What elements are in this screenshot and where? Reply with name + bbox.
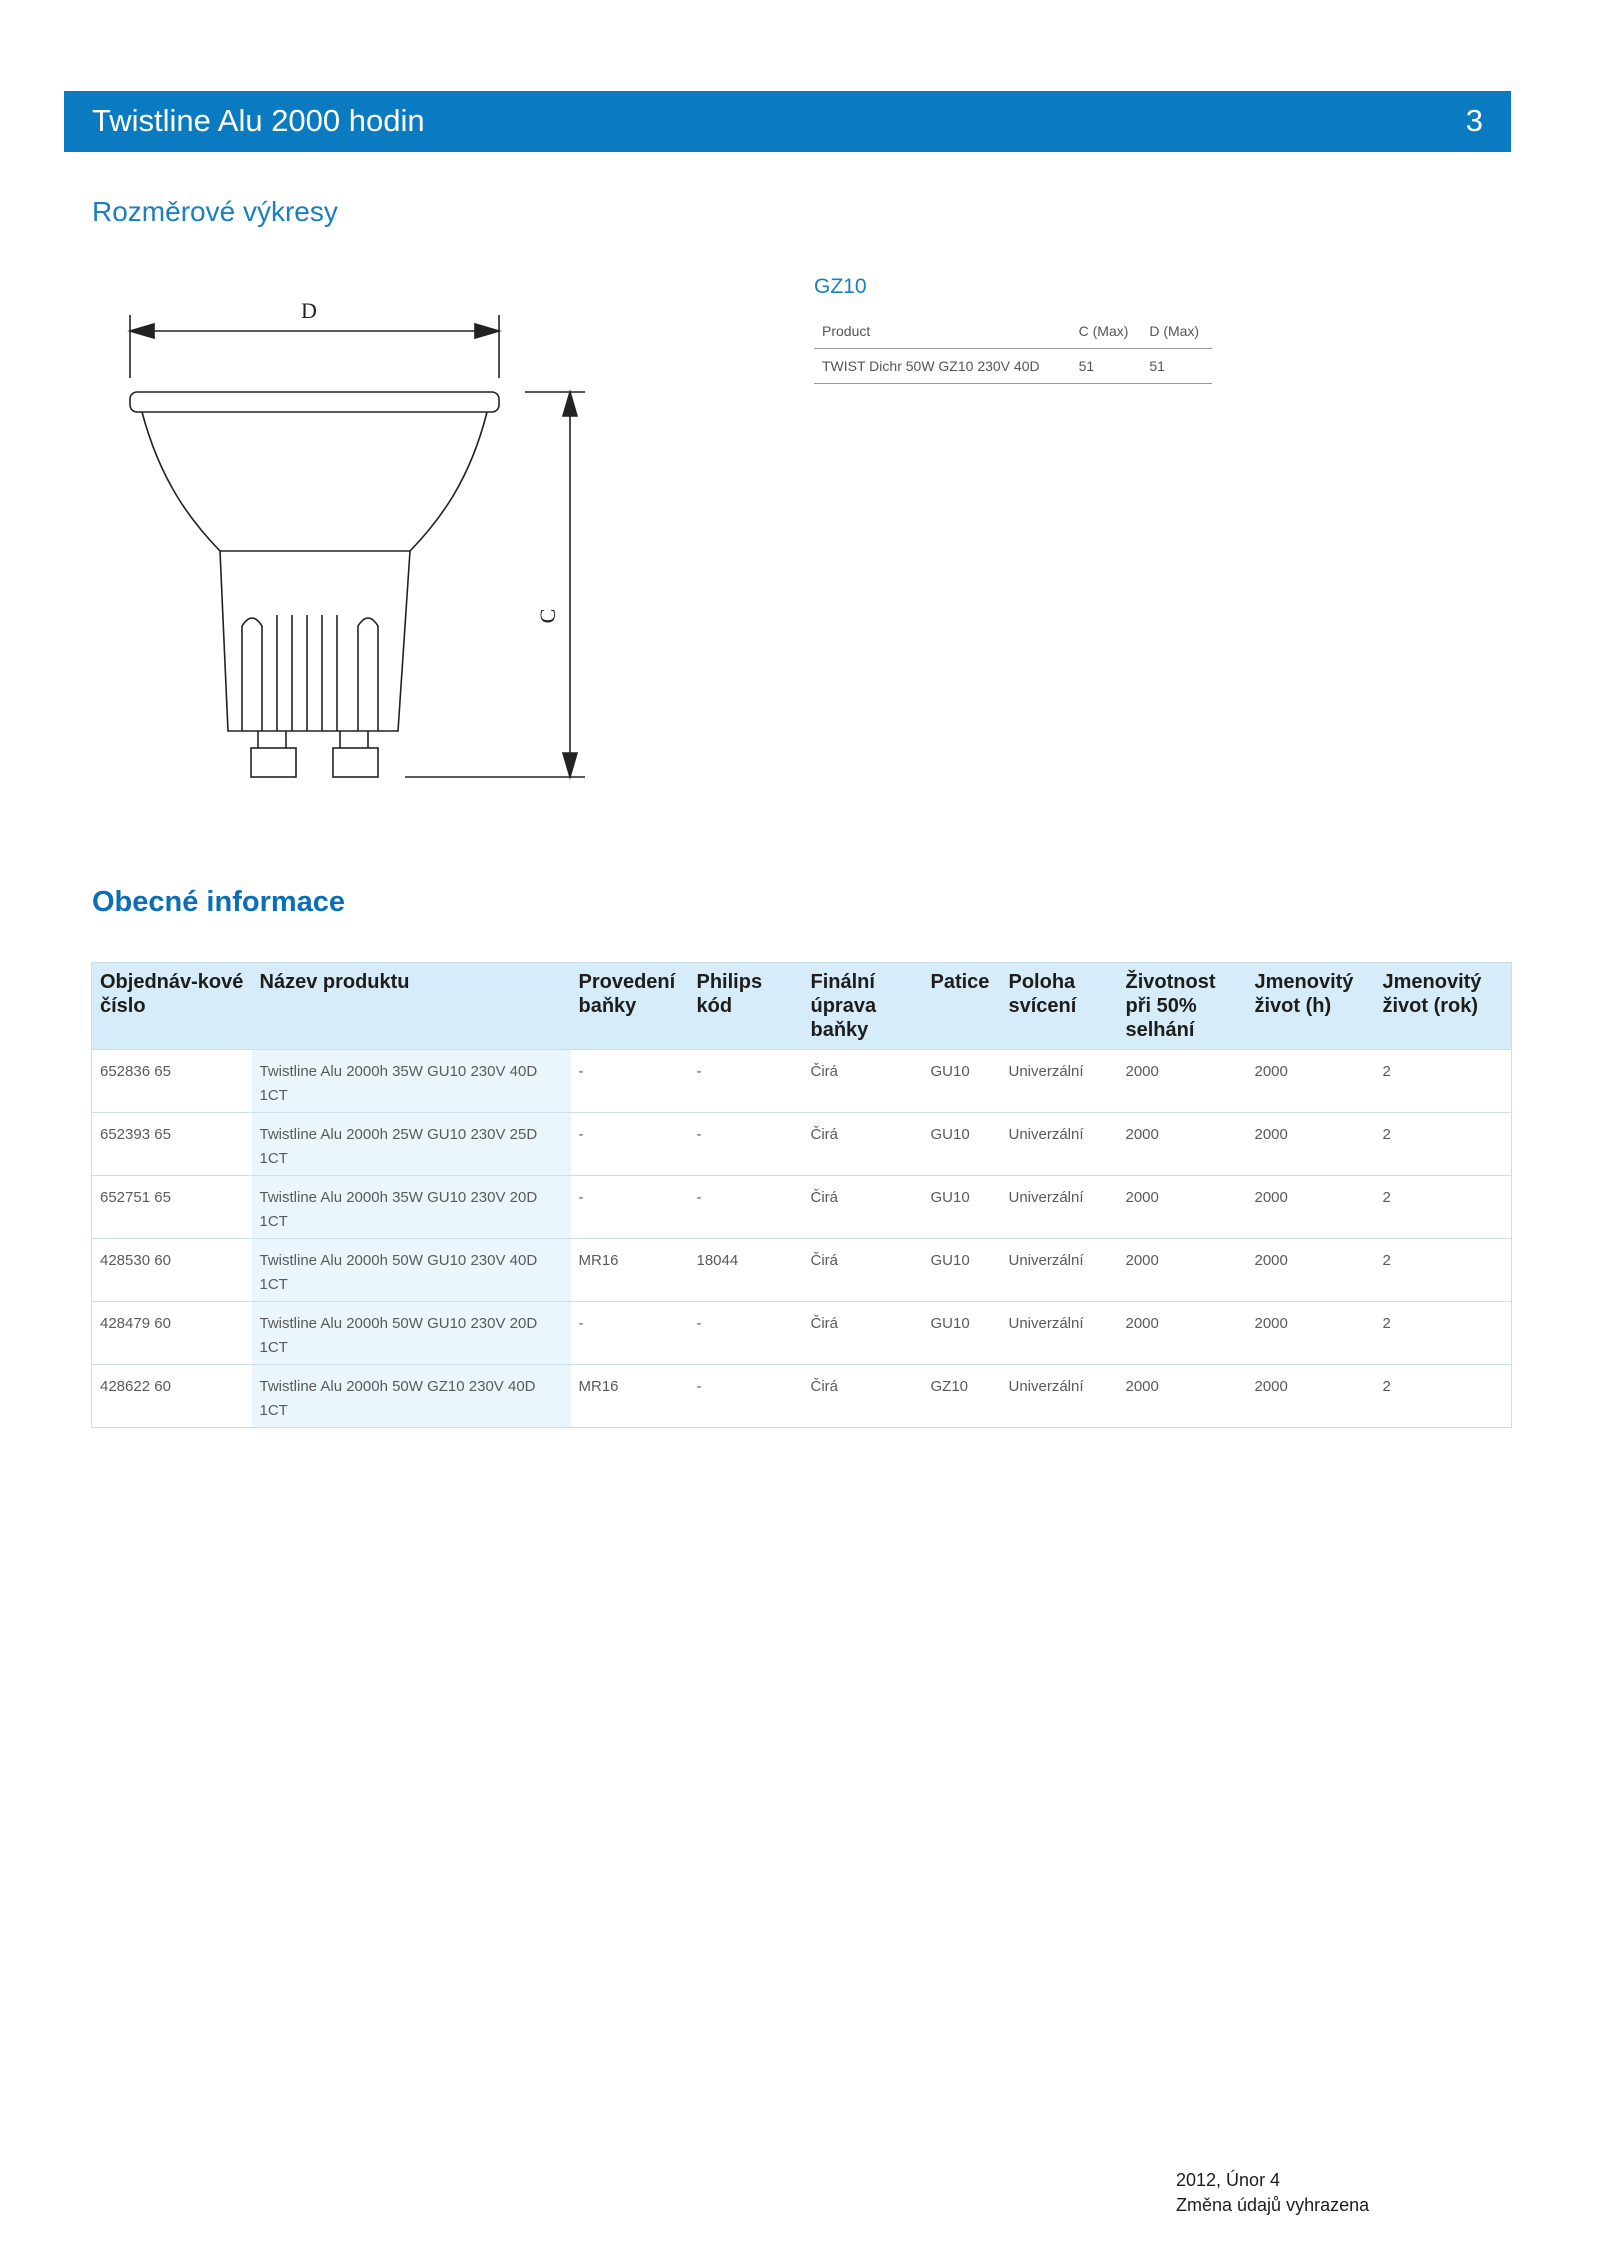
footer-note: Změna údajů vyhrazena (1176, 2195, 1370, 2215)
table-cell: Univerzální (1001, 1365, 1118, 1428)
table-header-row (92, 963, 1512, 1050)
general-info-table (91, 962, 1512, 1428)
table-cell: Čirá (803, 1239, 923, 1302)
table-cell: Twistline Alu 2000h 35W GU10 230V 20D 1CT (252, 1176, 571, 1239)
lamp-dimension-drawing (120, 290, 600, 800)
table-cell: GU10 (923, 1113, 1001, 1176)
table-row (92, 1113, 1512, 1176)
table-cell: - (571, 1302, 689, 1365)
table-row (92, 1365, 1512, 1428)
column-header: Finální úprava baňky (803, 963, 923, 1050)
table-row (92, 1176, 1512, 1239)
gz10-dimension-table (814, 314, 1212, 384)
table-row (92, 1050, 1512, 1113)
table-cell: 2000 (1247, 1176, 1375, 1239)
column-header: Objednáv-kové číslo (92, 963, 252, 1050)
table-cell: GU10 (923, 1176, 1001, 1239)
table-cell: 2000 (1118, 1176, 1247, 1239)
table-cell: - (689, 1365, 803, 1428)
table-cell: - (571, 1050, 689, 1113)
table-cell: 2 (1375, 1239, 1512, 1302)
column-header: Philips kód (689, 963, 803, 1050)
table-row (92, 1302, 1512, 1365)
column-header: Patice (923, 963, 1001, 1050)
general-info-heading: Obecné informace (92, 886, 346, 918)
table-cell: TWIST Dichr 50W GZ10 230V 40D (822, 358, 1040, 374)
table-cell: 2000 (1247, 1113, 1375, 1176)
dimension-label-d: D (301, 298, 317, 323)
table-cell: GU10 (923, 1239, 1001, 1302)
table-cell: - (571, 1176, 689, 1239)
table-cell: 2 (1375, 1050, 1512, 1113)
table-cell: - (689, 1050, 803, 1113)
table-cell: - (689, 1302, 803, 1365)
column-header: D (Max) (1149, 323, 1200, 339)
table-cell: Twistline Alu 2000h 35W GU10 230V 40D 1CT (252, 1050, 571, 1113)
column-header: Provedení baňky (571, 963, 689, 1050)
column-header: Product (822, 323, 871, 339)
table-cell: Čirá (803, 1113, 923, 1176)
table-cell: 51 (1149, 358, 1165, 374)
table-cell: 51 (1078, 358, 1095, 374)
table-row (92, 1239, 1512, 1302)
table-cell: 18044 (689, 1239, 803, 1302)
table-cell: GZ10 (923, 1365, 1001, 1428)
table-cell: - (689, 1113, 803, 1176)
table-header-row (814, 314, 1212, 349)
table-cell: 2000 (1247, 1050, 1375, 1113)
table-cell: Univerzální (1001, 1176, 1118, 1239)
table-cell: 428622 60 (92, 1365, 252, 1428)
footer-date: 2012, Únor 4 (1176, 2170, 1281, 2190)
table-cell: 652393 65 (92, 1113, 252, 1176)
table-cell: 2000 (1247, 1365, 1375, 1428)
table-cell: Čirá (803, 1365, 923, 1428)
table-row (814, 349, 1212, 384)
table-cell: 428530 60 (92, 1239, 252, 1302)
table-cell: 2000 (1118, 1050, 1247, 1113)
table-cell: Twistline Alu 2000h 50W GU10 230V 20D 1CT (252, 1302, 571, 1365)
table-cell: Twistline Alu 2000h 25W GU10 230V 25D 1CT (252, 1113, 571, 1176)
page-title: Twistline Alu 2000 hodin (92, 103, 425, 138)
table-cell: 652751 65 (92, 1176, 252, 1239)
dimension-label-c: C (535, 608, 560, 624)
table-cell: Čirá (803, 1176, 923, 1239)
table-cell: 428479 60 (92, 1302, 252, 1365)
gz10-title: GZ10 (814, 275, 867, 298)
column-header: Jmenovitý život (h) (1247, 963, 1375, 1050)
column-header: Poloha svícení (1001, 963, 1118, 1050)
table-cell: 2 (1375, 1113, 1512, 1176)
footer (1176, 2168, 1369, 2218)
column-header: Jmenovitý život (rok) (1375, 963, 1512, 1050)
table-cell: Čirá (803, 1050, 923, 1113)
drawings-heading: Rozměrové výkresy (92, 196, 338, 227)
table-cell: 2000 (1118, 1113, 1247, 1176)
table-cell: 2000 (1118, 1239, 1247, 1302)
table-cell: Univerzální (1001, 1239, 1118, 1302)
page-number: 3 (1465, 103, 1483, 138)
table-cell: GU10 (923, 1302, 1001, 1365)
table-cell: Univerzální (1001, 1050, 1118, 1113)
column-header: Název produktu (252, 963, 571, 1050)
table-cell: Univerzální (1001, 1302, 1118, 1365)
header-bar (64, 91, 1511, 152)
column-header: C (Max) (1078, 323, 1129, 339)
table-cell: Twistline Alu 2000h 50W GZ10 230V 40D 1CT (252, 1365, 571, 1428)
table-cell: 2000 (1247, 1302, 1375, 1365)
table-cell: MR16 (571, 1239, 689, 1302)
column-header: Životnost při 50% selhání (1118, 963, 1247, 1050)
table-cell: 2 (1375, 1176, 1512, 1239)
table-cell: 2000 (1118, 1365, 1247, 1428)
table-cell: 652836 65 (92, 1050, 252, 1113)
table-cell: Twistline Alu 2000h 50W GU10 230V 40D 1CT (252, 1239, 571, 1302)
table-cell: MR16 (571, 1365, 689, 1428)
table-cell: 2 (1375, 1302, 1512, 1365)
table-cell: GU10 (923, 1050, 1001, 1113)
table-cell: 2 (1375, 1365, 1512, 1428)
table-cell: - (571, 1113, 689, 1176)
table-cell: - (689, 1176, 803, 1239)
table-cell: 2000 (1118, 1302, 1247, 1365)
table-cell: Čirá (803, 1302, 923, 1365)
table-cell: 2000 (1247, 1239, 1375, 1302)
table-cell: Univerzální (1001, 1113, 1118, 1176)
